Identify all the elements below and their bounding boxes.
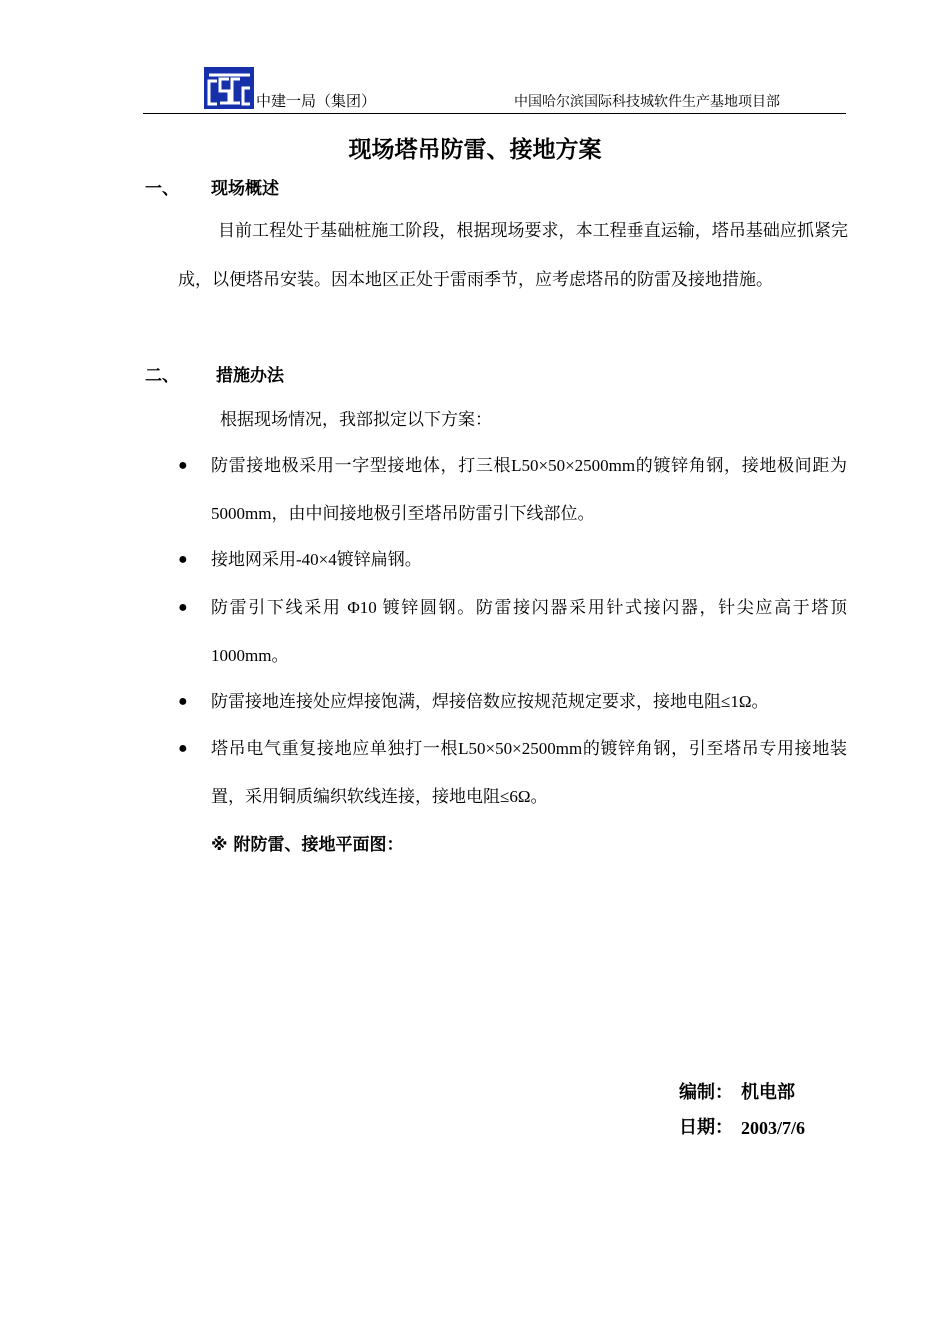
header-rule [143,113,846,114]
bullet-item-1: 防雷接地极采用一字型接地体，打三根L50×50×2500mm的镀锌角钢，接地极间距为5000mm，由中间接地极引至塔吊防雷引下线部位。 [211,456,847,523]
bullet-icon: ● [178,457,188,474]
bullet-item-3: 防雷引下线采用 Φ10 镀锌圆钢。防雷接闪器采用针式接闪器，针尖应高于塔顶1000mm。 [211,598,847,665]
attachment-note: ※ 附防雷、接地平面图： [211,835,404,855]
bullet-icon: ● [178,693,188,710]
bullet-item-2: 接地网采用-40×4镀锌扁钢。 [211,550,422,569]
date-value: 2003/7/6 [741,1118,806,1138]
section-1-number: 一、 [145,179,179,199]
bullet-icon: ● [178,740,188,757]
section-2-intro: 根据现场情况，我部拟定以下方案： [220,410,492,429]
compiled-label: 编制： [679,1082,733,1103]
cscec-logo-icon [204,67,254,109]
section-1-heading: 现场概述 [211,179,279,199]
cscec-logo [204,67,254,109]
section-2-heading: 措施办法 [216,366,284,386]
header-project: 中国哈尔滨国际科技城软件生产基地项目部 [514,95,780,110]
compiled-value: 机电部 [741,1082,795,1103]
header-company: 中建一局（集团） [256,94,377,110]
bullet-icon: ● [178,599,188,616]
section-1-paragraph: 目前工程处于基础桩施工阶段，根据现场要求，本工程垂直运输，塔吊基础应抓紧完成，以便塔吊安装。因本地区正处于雷雨季节，应考虑塔吊的防雷及接地措施。 [178,221,848,289]
bullet-item-5: 塔吊电气重复接地应单独打一根L50×50×2500mm的镀锌角钢，引至塔吊专用接地装置，采用铜质编织软线连接，接地电阻≤6Ω。 [211,739,847,806]
section-2-number: 二、 [145,366,179,386]
bullet-icon: ● [178,551,188,568]
bullet-item-4: 防雷接地连接处应焊接饱满，焊接倍数应按规范规定要求，接地电阻≤1Ω。 [211,692,769,711]
date-label: 日期： [679,1117,733,1138]
page-title: 现场塔吊防雷、接地方案 [348,137,602,163]
